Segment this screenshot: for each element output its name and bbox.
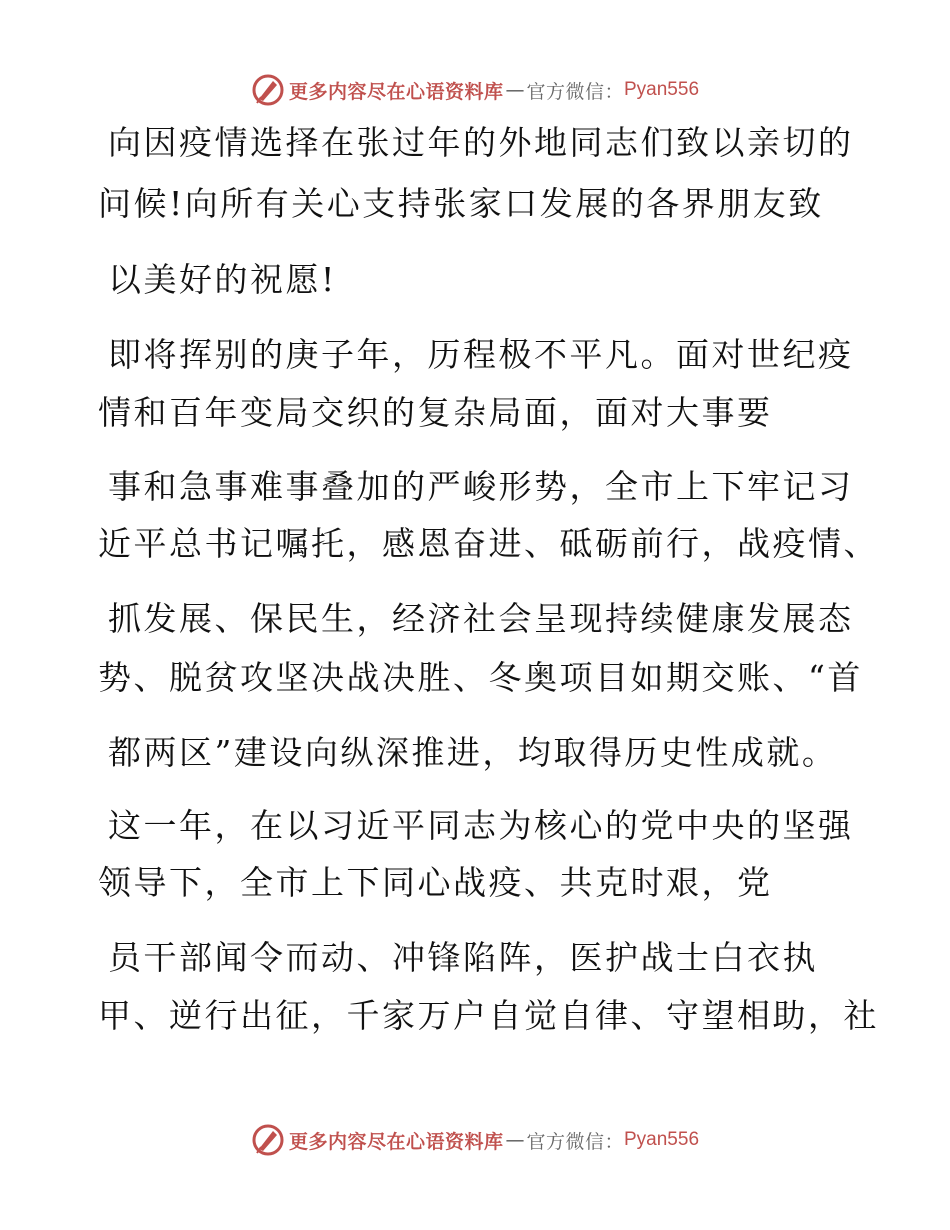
text-line: 即将挥别的庚子年，历程极不平凡。面对世纪疫 — [108, 335, 854, 374]
text-line: 问候!向所有关心支持张家口发展的各界朋友致 — [98, 184, 824, 223]
footer-watermark — [0, 1120, 950, 1160]
wechat-id: Pyan556 — [624, 1129, 700, 1150]
text-line: 近平总书记嘱托，感恩奋进、砥砺前行，战疫情、 — [98, 524, 879, 563]
header-watermark — [0, 70, 950, 110]
quill-logo-icon — [251, 73, 285, 107]
site-name: 更多内容尽在心语资料库 — [288, 1130, 504, 1153]
wechat-label: 官方微信： — [526, 80, 624, 103]
text-line: 都两区”建设向纵深推进，均取得历史性成就。 — [108, 733, 838, 772]
wechat-label: 官方微信： — [526, 1130, 624, 1153]
site-name: 更多内容尽在心语资料库 — [288, 80, 504, 103]
text-line: 抓发展、保民生，经济社会呈现持续健康发展态 — [108, 599, 854, 638]
text-line: 向因疫情选择在张过年的外地同志们致以亲切的 — [108, 123, 854, 162]
text-line: 员干部闻令而动、冲锋陷阵，医护战士白衣执 — [108, 938, 818, 977]
text-line: 领导下，全市上下同心战疫、共克时艰，党 — [98, 863, 773, 902]
text-line: 这一年，在以习近平同志为核心的党中央的坚强 — [108, 806, 854, 845]
text-line: 情和百年变局交织的复杂局面，面对大事要 — [98, 393, 773, 432]
text-line: 势、脱贫攻坚决战决胜、冬奥项目如期交账、“首 — [98, 658, 863, 697]
separator-dash: — — [505, 1129, 525, 1151]
text-line: 事和急事难事叠加的严峻形势，全市上下牢记习 — [108, 467, 854, 506]
separator-dash: — — [505, 79, 525, 101]
wechat-id: Pyan556 — [624, 79, 700, 100]
text-line: 以美好的祝愿! — [108, 260, 337, 299]
quill-logo-icon — [251, 1123, 285, 1157]
text-line: 甲、逆行出征，千家万户自觉自律、守望相助，社 — [98, 996, 879, 1035]
